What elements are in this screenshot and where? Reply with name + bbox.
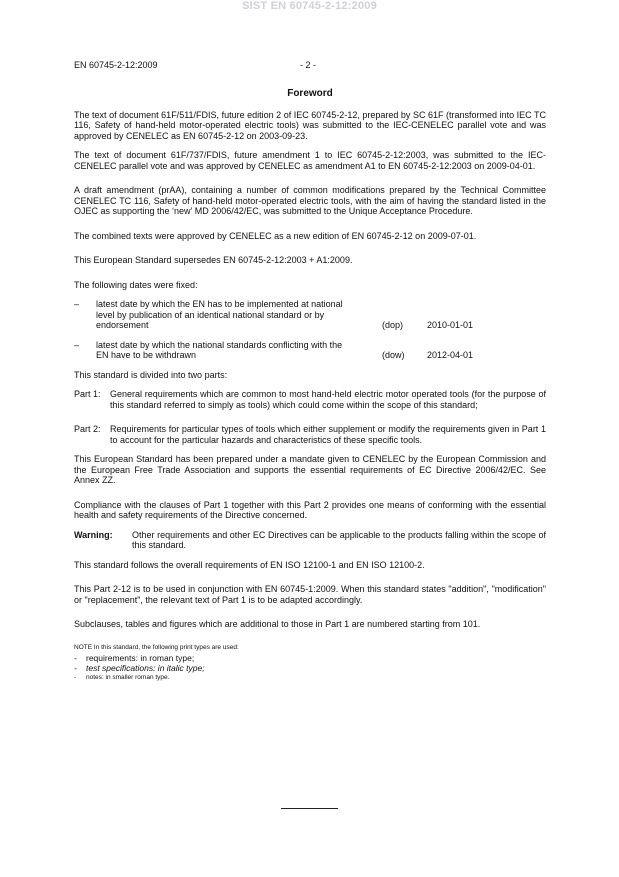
- page-number: - 2 -: [300, 60, 317, 70]
- note-item: [74, 673, 546, 682]
- document-id: EN 60745-2-12:2009: [74, 60, 158, 70]
- warning-text: Other requirements and other EC Directives can be applicable to the products falling within the scope of this standard.: [132, 529, 546, 550]
- warning-block: [74, 530, 546, 551]
- date-description: latest date by which the national standards conflicting with the EN have to be withdrawn: [96, 339, 343, 360]
- paragraph: The following dates were fixed:: [74, 279, 198, 290]
- date-code: (dop): [382, 320, 404, 330]
- paragraph: This standard is divided into two parts:: [74, 369, 228, 380]
- part-label: Part 2:: [74, 424, 101, 434]
- dash-bullet: -: [74, 652, 77, 663]
- paragraph: This Part 2-12 is to be used in conjunction with EN 60745-1:2009. When this standard states "addition", "modification" or "replacement", the relevant text of Part 1 is to be adapted accordingly.: [74, 584, 546, 605]
- date-description: latest date by which the EN has to be implemented at national level by publication of an identical national standard or by endorsement: [96, 299, 343, 330]
- note-block: [74, 644, 546, 682]
- note-item-text: requirements: in roman type;: [86, 652, 195, 663]
- part-2-item: [74, 424, 546, 445]
- dash-bullet: -: [74, 673, 77, 681]
- dates-list: [74, 299, 546, 361]
- date-code: (dow): [382, 350, 405, 360]
- paragraph: This European Standard has been prepared under a mandate given to CENELEC by the European Commission and the European Free Trade Association and supports the essential requirements of EC Directive 2006/42/EC. See Annex ZZ.: [74, 454, 546, 485]
- date-value: 2010-01-01: [427, 320, 474, 330]
- part-text: General requirements which are common to most hand-held electric motor operated tools (for the purpose of this standard referred to simply as tools) which could come within the scope of this standard;: [110, 389, 546, 410]
- paragraph: This European Standard supersedes EN 60745-2-12:2003 + A1:2009.: [74, 255, 353, 265]
- paragraph: Compliance with the clauses of Part 1 together with this Part 2 provides one means of conforming with the essential health and safety requirements of the Directive concerned.: [74, 499, 546, 520]
- note-item: [74, 653, 546, 663]
- note-item-text: notes: in smaller roman type.: [86, 673, 170, 681]
- dash-bullet: –: [74, 339, 80, 350]
- note-intro: NOTE In this standard, the following print types are used:: [74, 643, 239, 651]
- part-label: Part 1:: [74, 389, 101, 399]
- dash-bullet: -: [74, 662, 77, 673]
- paragraph: The combined texts were approved by CENELEC as a new edition of EN 60745-2-12 on 2009-07-01.: [74, 230, 477, 241]
- date-value: 2012-04-01: [427, 350, 474, 360]
- page-body: [74, 89, 546, 682]
- section-title: Foreword: [287, 88, 333, 99]
- note-item: [74, 663, 546, 673]
- note-list: [74, 653, 546, 682]
- paragraph: Subclauses, tables and figures which are additional to those in Part 1 are numbered starting from 101.: [74, 619, 481, 629]
- paragraph: A draft amendment (prAA), containing a number of common modifications prepared by the Technical Committee CENELEC TC 116, Safety of hand-held motor-operated electric tools, with the aim of having the standard listed in the OJEC as supporting the ‘new’ MD 2006/42/EC, was submitted to the Unique Acceptance Procedure.: [74, 185, 546, 216]
- part-text: Requirements for particular types of tools which either supplement or modify the requirements given in Part 1 to account for the particular hazards and characteristics of these specific tools.: [110, 424, 546, 445]
- paragraph: The text of document 61F/511/FDIS, future edition 2 of IEC 60745-2-12, prepared by SC 61F (transformed into IEC TC 116, Safety of hand-held motor-operated electric tools) was submitted to the IEC-CENELEC parallel vote and was approved by CENELEC as EN 60745-2-12 on 2003-09-23.: [74, 109, 546, 141]
- dash-bullet: –: [74, 299, 80, 309]
- watermark: SIST EN 60745-2-12:2009: [242, 0, 377, 12]
- end-rule: [281, 808, 338, 809]
- note-item-text: test specifications: in italic type;: [86, 662, 205, 673]
- warning-label: Warning:: [74, 529, 113, 540]
- paragraph: This standard follows the overall requirements of EN ISO 12100-1 and EN ISO 12100-2.: [74, 559, 425, 570]
- part-1-item: [74, 389, 546, 410]
- date-row-dow: [74, 340, 546, 361]
- paragraph: The text of document 61F/737/FDIS, future amendment 1 to IEC 60745-2-12:2003, was submitted to the IEC-CENELEC parallel vote and was approved by CENELEC as amendment A1 to EN 60745-2-12:2003 on 2009-04-01.: [74, 150, 546, 171]
- date-row-dop: [74, 299, 546, 331]
